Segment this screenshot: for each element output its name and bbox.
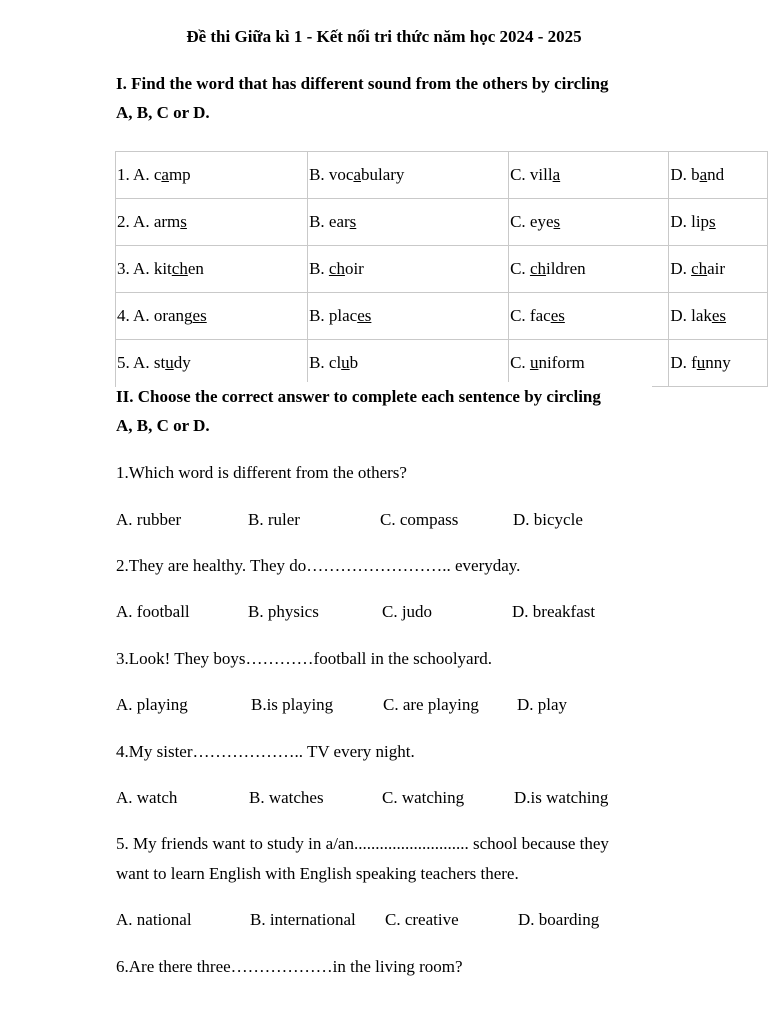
underlined-letters: ch xyxy=(171,259,188,278)
sound-row-2 xyxy=(116,199,768,246)
question-4-option-b[interactable]: B. watches xyxy=(249,788,324,807)
underlined-letters: a xyxy=(161,165,169,184)
question-5-option-a[interactable]: A. national xyxy=(116,910,192,929)
question-2-option-d[interactable]: D. breakfast xyxy=(512,602,596,621)
option-text: 1. A. c xyxy=(117,165,162,184)
option-text: bulary xyxy=(361,165,405,184)
sound-row-1 xyxy=(116,152,768,199)
question-4-option-c[interactable]: C. watching xyxy=(382,788,465,807)
question-5-option-c[interactable]: C. creative xyxy=(385,910,459,929)
underlined-letters: ch xyxy=(529,259,546,278)
underlined-letters: es xyxy=(550,306,565,325)
question-6-text: 6.Are there three………………in the living room? xyxy=(116,957,463,976)
sound-row-4 xyxy=(116,293,768,340)
underlined-letters: u xyxy=(529,353,539,372)
question-1-option-a[interactable]: A. rubber xyxy=(116,510,182,529)
question-2-option-a[interactable]: A. football xyxy=(116,602,190,621)
sound-q2-option-b[interactable] xyxy=(308,199,509,246)
underlined-letters: ch xyxy=(691,259,708,278)
question-3-option-d[interactable]: D. play xyxy=(517,695,568,714)
underlined-letters: u xyxy=(165,353,174,372)
sound-q2-option-d[interactable] xyxy=(669,199,768,246)
option-text: 2. A. arm xyxy=(117,212,181,231)
question-1-option-c[interactable]: C. compass xyxy=(380,510,459,529)
option-text: C. xyxy=(510,353,530,372)
underlined-letters: es xyxy=(357,306,372,325)
sound-q1-option-b[interactable] xyxy=(308,152,509,199)
question-5-option-b[interactable]: B. international xyxy=(250,910,356,929)
sound-q3-option-b[interactable] xyxy=(308,246,509,293)
underlined-letters: a xyxy=(353,165,361,184)
section-1-heading-line-1: I. Find the word that has different sound from the others by circling xyxy=(116,74,609,93)
sound-q2-option-c[interactable] xyxy=(509,199,669,246)
option-text: niform xyxy=(538,353,585,372)
underlined-letters: u xyxy=(341,353,350,372)
question-4-options xyxy=(116,788,716,810)
option-text: B. cl xyxy=(309,353,342,372)
question-1-options xyxy=(116,510,716,532)
option-text: ildren xyxy=(545,259,586,278)
question-2-text: 2.They are healthy. They do…………………….. everyday. xyxy=(116,556,521,575)
option-text: C. vill xyxy=(510,165,553,184)
underlined-letters: s xyxy=(180,212,187,231)
option-text: B. xyxy=(309,259,329,278)
sound-q4-option-a[interactable] xyxy=(116,293,308,340)
sound-row-3 xyxy=(116,246,768,293)
section-2-heading-line-1: II. Choose the correct answer to complete each sentence by circling xyxy=(116,382,652,411)
option-text: C. fac xyxy=(510,306,551,325)
option-text: mp xyxy=(168,165,191,184)
underlined-letters: s xyxy=(709,212,716,231)
sound-q4-option-b[interactable] xyxy=(308,293,509,340)
question-2-option-c[interactable]: C. judo xyxy=(382,602,433,621)
underlined-letters: ch xyxy=(328,259,345,278)
option-text: D. b xyxy=(670,165,700,184)
option-text: b xyxy=(349,353,359,372)
underlined-letters: s xyxy=(349,212,357,231)
option-text: oir xyxy=(344,259,364,278)
question-2-options xyxy=(116,602,716,624)
question-5-option-d[interactable]: D. boarding xyxy=(518,910,600,929)
option-text: air xyxy=(707,259,726,278)
option-text: 3. A. kit xyxy=(117,259,172,278)
question-3-options xyxy=(116,695,716,717)
question-5-line-1: 5. My friends want to study in a/an........................... school because they xyxy=(116,834,609,853)
option-text: 4. A. orang xyxy=(117,306,193,325)
underlined-letters: a xyxy=(699,165,708,184)
question-4-option-d[interactable]: D.is watching xyxy=(514,788,609,807)
question-3-option-a[interactable]: A. playing xyxy=(116,695,188,714)
option-text: D. lak xyxy=(670,306,712,325)
sound-q4-option-c[interactable] xyxy=(509,293,669,340)
question-3-option-c[interactable]: C. are playing xyxy=(383,695,479,714)
question-5-text xyxy=(116,829,656,889)
question-5-options xyxy=(116,910,716,932)
sound-q5-option-a[interactable] xyxy=(116,340,308,387)
sound-q5-option-b[interactable] xyxy=(308,340,509,387)
underlined-letters: a xyxy=(552,165,561,184)
underlined-letters: es xyxy=(192,306,207,325)
option-text: B. ear xyxy=(309,212,350,231)
option-text: nd xyxy=(707,165,725,184)
option-text: nny xyxy=(705,353,731,372)
question-3-text: 3.Look! They boys…………football in the schoolyard. xyxy=(116,649,492,668)
sound-row-5 xyxy=(116,340,768,387)
option-text: en xyxy=(187,259,204,278)
option-text: C. xyxy=(510,259,530,278)
sound-q1-option-a[interactable] xyxy=(116,152,308,199)
sound-q3-option-a[interactable] xyxy=(116,246,308,293)
option-text: B. plac xyxy=(309,306,358,325)
option-text: D. xyxy=(670,259,692,278)
question-1-text: 1.Which word is different from the others? xyxy=(116,463,407,482)
underlined-letters: es xyxy=(711,306,727,325)
option-text: C. eye xyxy=(510,212,554,231)
option-text: D. lip xyxy=(670,212,710,231)
option-text: B. voc xyxy=(309,165,354,184)
question-2-option-b[interactable]: B. physics xyxy=(248,602,319,621)
question-3-option-b[interactable]: B.is playing xyxy=(251,695,334,714)
sound-q5-option-d[interactable] xyxy=(669,340,768,387)
question-5-line-2: want to learn English with English speaking teachers there. xyxy=(116,864,519,883)
question-4-text: 4.My sister……………….. TV every night. xyxy=(116,742,415,761)
section-1-heading-line-2: A, B, C or D. xyxy=(116,103,210,122)
question-1-option-b[interactable]: B. ruler xyxy=(248,510,300,529)
question-1-option-d[interactable]: D. bicycle xyxy=(513,510,583,529)
sound-q4-option-d[interactable] xyxy=(669,293,768,340)
sound-q1-option-c[interactable] xyxy=(509,152,669,199)
sound-q1-option-d[interactable] xyxy=(669,152,768,199)
option-text: 5. A. st xyxy=(117,353,166,372)
section-2-heading-line-2: A, B, C or D. xyxy=(116,416,210,435)
sound-q3-option-c[interactable] xyxy=(509,246,669,293)
sound-q2-option-a[interactable] xyxy=(116,199,308,246)
underlined-letters: u xyxy=(696,353,706,372)
option-text: D. f xyxy=(670,353,697,372)
question-4-option-a[interactable]: A. watch xyxy=(116,788,178,807)
sound-q3-option-d[interactable] xyxy=(669,246,768,293)
option-text: dy xyxy=(173,353,191,372)
sound-q5-option-c[interactable] xyxy=(509,340,669,387)
document-title: Đề thi Giữa kì 1 - Kết nối tri thức năm học 2024 - 2025 xyxy=(186,27,582,46)
underlined-letters: s xyxy=(553,212,561,231)
sound-table xyxy=(115,151,768,387)
